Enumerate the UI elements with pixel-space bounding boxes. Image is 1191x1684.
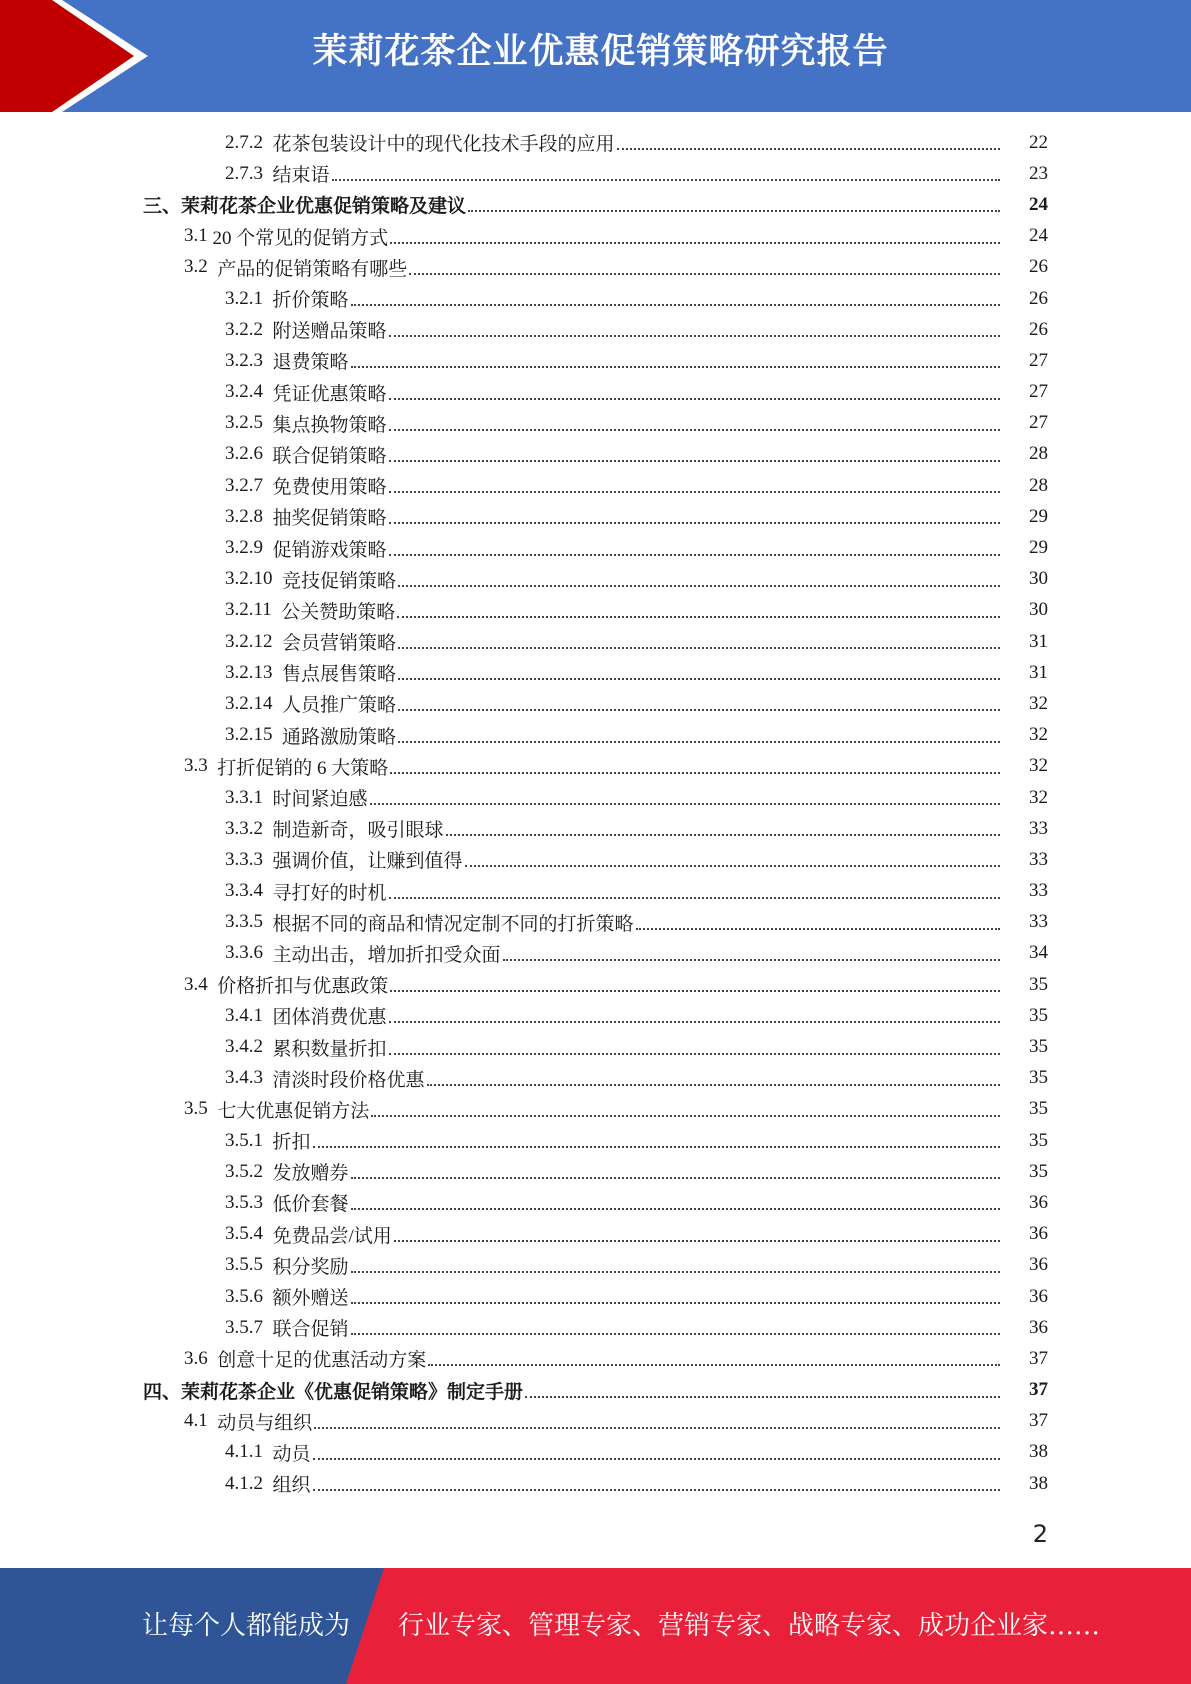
toc-dot-leader — [370, 802, 1000, 805]
toc-entry-number: 3.5.7 — [225, 1316, 273, 1338]
toc-entry[interactable] — [0, 938, 1191, 969]
toc-entry[interactable] — [0, 1375, 1191, 1406]
toc-entry-title: 20 个常见的促销方式 — [212, 227, 389, 249]
toc-dot-leader — [371, 1114, 1000, 1117]
toc-entry[interactable] — [0, 626, 1191, 657]
toc-entry-title: 清淡时段价格优惠 — [272, 1069, 425, 1091]
toc-entry-page: 22 — [1029, 131, 1048, 153]
toc-entry[interactable] — [0, 127, 1191, 158]
toc-entry-number: 3.2.14 — [225, 692, 282, 714]
toc-entry-number: 4.1 — [184, 1410, 218, 1432]
toc-entry-page: 37 — [1029, 1410, 1048, 1432]
toc-entry[interactable] — [0, 439, 1191, 470]
toc-entry[interactable] — [0, 470, 1191, 501]
toc-entry-page: 28 — [1029, 474, 1048, 496]
toc-entry-page: 29 — [1029, 537, 1048, 559]
toc-entry-title: 累积数量折扣 — [272, 1038, 387, 1060]
toc-entry-number: 3.2.6 — [225, 443, 273, 465]
toc-entry-number: 3.2.11 — [225, 599, 282, 621]
toc-entry[interactable] — [0, 1063, 1191, 1094]
toc-dot-leader — [397, 615, 1000, 618]
toc-dot-leader — [398, 708, 1000, 711]
toc-entry[interactable] — [0, 1000, 1191, 1031]
toc-entry-title: 结束语 — [272, 165, 330, 187]
footer-slogan-right: 行业专家、管理专家、营销专家、战略专家、成功企业家…… — [398, 1611, 1101, 1641]
toc-entry-page: 36 — [1029, 1191, 1048, 1213]
toc-entry-page: 35 — [1029, 1129, 1048, 1151]
toc-entry[interactable] — [0, 907, 1191, 938]
toc-entry[interactable] — [0, 1250, 1191, 1281]
toc-entry-page: 33 — [1029, 911, 1048, 933]
toc-entry-title: 团体消费优惠 — [272, 1007, 387, 1029]
toc-entry[interactable] — [0, 345, 1191, 376]
toc-entry[interactable] — [0, 844, 1191, 875]
toc-entry-number: 3.3.1 — [225, 786, 273, 808]
toc-entry[interactable] — [0, 1094, 1191, 1125]
header-red-chevron — [0, 0, 160, 112]
toc-entry-title: 产品的促销策略有哪些 — [217, 258, 408, 280]
toc-entry-title: 促销游戏策略 — [272, 539, 387, 561]
toc-dot-leader — [398, 584, 1000, 587]
toc-entry-number: 3.4 — [184, 973, 218, 995]
toc-entry-number: 3.2 — [184, 256, 218, 278]
toc-entry-number: 3.2.3 — [225, 349, 273, 371]
toc-entry-number: 3.2.5 — [225, 412, 273, 434]
toc-dot-leader — [617, 147, 1000, 150]
toc-entry[interactable] — [0, 1343, 1191, 1374]
toc-entry-number: 四、 — [143, 1381, 182, 1403]
toc-dot-leader — [389, 1020, 1000, 1023]
toc-entry-page: 35 — [1029, 1160, 1048, 1182]
toc-entry[interactable] — [0, 158, 1191, 189]
toc-dot-leader — [503, 958, 1000, 961]
table-of-contents — [0, 127, 1191, 1499]
toc-entry-page: 30 — [1029, 568, 1048, 590]
toc-entry-page: 35 — [1029, 1004, 1048, 1026]
toc-dot-leader — [525, 1395, 1000, 1398]
toc-dot-leader — [428, 1363, 1000, 1366]
toc-entry-title: 会员营销策略 — [282, 633, 397, 655]
toc-entry-title: 退费策略 — [272, 352, 349, 374]
toc-entry[interactable] — [0, 408, 1191, 439]
toc-dot-leader — [351, 1176, 1000, 1179]
toc-dot-leader — [398, 677, 1000, 680]
toc-entry-page: 27 — [1029, 381, 1048, 403]
toc-entry-number: 3.2.8 — [225, 505, 273, 527]
footer-slogan-left: 让每个人都能成为 — [142, 1611, 351, 1641]
toc-entry-title: 强调价值，让赚到值得 — [272, 851, 463, 873]
toc-dot-leader — [398, 740, 1000, 743]
toc-dot-leader — [351, 1270, 1000, 1273]
toc-entry-number: 3.5 — [184, 1098, 218, 1120]
toc-dot-leader — [398, 646, 1000, 649]
toc-dot-leader — [332, 178, 1000, 181]
toc-dot-leader — [351, 1207, 1000, 1210]
toc-entry[interactable] — [0, 314, 1191, 345]
toc-dot-leader — [468, 209, 1000, 212]
toc-entry-number: 3.2.1 — [225, 287, 273, 309]
toc-dot-leader — [446, 833, 1000, 836]
toc-entry-title: 免费品尝/试用 — [272, 1225, 392, 1247]
toc-entry-number: 3.2.15 — [225, 724, 282, 746]
toc-entry[interactable] — [0, 1219, 1191, 1250]
toc-entry-number: 2.7.2 — [225, 131, 273, 153]
toc-dot-leader — [389, 459, 1000, 462]
toc-entry-number: 3.5.6 — [225, 1285, 273, 1307]
toc-entry-number: 3.3.5 — [225, 911, 273, 933]
toc-entry-page: 35 — [1029, 973, 1048, 995]
toc-dot-leader — [351, 365, 1000, 368]
toc-entry-number: 3.2.4 — [225, 381, 273, 403]
toc-entry[interactable] — [0, 813, 1191, 844]
toc-entry[interactable] — [0, 1281, 1191, 1312]
toc-entry[interactable] — [0, 377, 1191, 408]
toc-entry-title: 茉莉花茶企业优惠促销策略及建议 — [181, 196, 467, 218]
toc-entry-number: 3.5.5 — [225, 1254, 273, 1276]
toc-dot-leader — [313, 1457, 1000, 1460]
toc-entry-title: 售点展售策略 — [282, 664, 397, 686]
toc-entry[interactable] — [0, 221, 1191, 252]
header-banner — [0, 0, 1191, 112]
toc-entry-title: 抽奖促销策略 — [272, 508, 387, 530]
toc-entry-title: 创意十足的优惠活动方案 — [217, 1350, 427, 1372]
toc-entry-title: 动员 — [272, 1443, 311, 1465]
toc-dot-leader — [314, 1426, 1000, 1429]
toc-entry[interactable] — [0, 657, 1191, 688]
toc-entry[interactable] — [0, 1125, 1191, 1156]
toc-dot-leader — [313, 1145, 1000, 1148]
toc-entry-page: 35 — [1029, 1098, 1048, 1120]
toc-entry-title: 七大优惠促销方法 — [217, 1100, 370, 1122]
toc-dot-leader — [390, 771, 1000, 774]
toc-entry-title: 发放赠券 — [272, 1163, 349, 1185]
toc-entry-title: 时间紧迫感 — [272, 789, 368, 811]
toc-entry-page: 26 — [1029, 287, 1048, 309]
toc-entry-title: 折价策略 — [272, 290, 349, 312]
toc-entry-number: 3.4.1 — [225, 1004, 273, 1026]
toc-entry[interactable] — [0, 532, 1191, 563]
toc-entry-page: 23 — [1029, 162, 1048, 184]
toc-entry-title: 积分奖励 — [272, 1256, 349, 1278]
toc-entry-page: 27 — [1029, 412, 1048, 434]
toc-entry[interactable] — [0, 1406, 1191, 1437]
toc-entry-title: 低价套餐 — [272, 1194, 349, 1216]
toc-entry-number: 3.3 — [184, 755, 218, 777]
toc-entry-page: 37 — [1029, 1347, 1048, 1369]
toc-entry-number: 3.2.7 — [225, 474, 273, 496]
toc-dot-leader — [390, 989, 1000, 992]
toc-entry-page: 35 — [1029, 1067, 1048, 1089]
toc-entry[interactable] — [0, 564, 1191, 595]
toc-entry-page: 24 — [1029, 193, 1048, 215]
toc-entry-page: 36 — [1029, 1285, 1048, 1307]
toc-entry[interactable] — [0, 1156, 1191, 1187]
toc-dot-leader — [465, 864, 1000, 867]
toc-entry-title: 公关赞助策略 — [281, 601, 396, 623]
toc-dot-leader — [389, 896, 1000, 899]
toc-dot-leader — [389, 553, 1000, 556]
toc-dot-leader — [636, 927, 1000, 930]
toc-dot-leader — [389, 521, 1000, 524]
toc-entry[interactable] — [0, 595, 1191, 626]
toc-entry-title: 凭证优惠策略 — [272, 383, 387, 405]
toc-entry-page: 29 — [1029, 505, 1048, 527]
toc-entry-title: 集点换物策略 — [272, 414, 387, 436]
toc-entry-title: 花茶包装设计中的现代化技术手段的应用 — [272, 134, 615, 156]
toc-entry-number: 3.4.3 — [225, 1067, 273, 1089]
toc-entry-title: 联合促销 — [272, 1319, 349, 1341]
footer-banner — [0, 1568, 1191, 1684]
toc-entry-number: 3.5.4 — [225, 1223, 273, 1245]
toc-entry-number: 3.5.2 — [225, 1160, 273, 1182]
toc-entry-page: 33 — [1029, 848, 1048, 870]
toc-dot-leader — [409, 272, 1000, 275]
toc-entry[interactable] — [0, 782, 1191, 813]
toc-entry-number: 3.2.9 — [225, 537, 273, 559]
toc-dot-leader — [394, 1239, 1000, 1242]
toc-dot-leader — [427, 1083, 1000, 1086]
report-title: 茉莉花茶企业优惠促销策略研究报告 — [312, 32, 889, 72]
toc-entry-number: 3.2.10 — [225, 568, 282, 590]
toc-entry-page: 38 — [1029, 1472, 1048, 1494]
toc-entry-title: 根据不同的商品和情况定制不同的打折策略 — [272, 913, 634, 935]
toc-entry-title: 联合促销策略 — [272, 445, 387, 467]
toc-entry-title: 茉莉花茶企业《优惠促销策略》制定手册 — [181, 1381, 524, 1403]
toc-entry-page: 24 — [1029, 225, 1048, 247]
toc-entry-title: 额外赠送 — [272, 1288, 349, 1310]
toc-entry-title: 人员推广策略 — [282, 695, 397, 717]
toc-entry[interactable] — [0, 501, 1191, 532]
toc-entry-page: 38 — [1029, 1441, 1048, 1463]
toc-entry-page: 36 — [1029, 1254, 1048, 1276]
toc-entry-title: 价格折扣与优惠政策 — [217, 976, 389, 998]
toc-entry-page: 30 — [1029, 599, 1048, 621]
toc-dot-leader — [351, 1332, 1000, 1335]
toc-entry-title: 竞技促销策略 — [282, 570, 397, 592]
toc-entry-page: 31 — [1029, 630, 1048, 652]
toc-entry-page: 32 — [1029, 755, 1048, 777]
toc-entry-title: 寻打好的时机 — [272, 882, 387, 904]
toc-entry-title: 通路激励策略 — [282, 726, 397, 748]
toc-entry-page: 32 — [1029, 692, 1048, 714]
toc-dot-leader — [389, 334, 1000, 337]
toc-dot-leader — [389, 1052, 1000, 1055]
toc-entry-page: 26 — [1029, 256, 1048, 278]
toc-entry[interactable] — [0, 189, 1191, 220]
toc-entry-title: 动员与组织 — [217, 1412, 313, 1434]
toc-entry[interactable] — [0, 751, 1191, 782]
toc-entry-title: 打折促销的 6 大策略 — [217, 757, 389, 779]
toc-entry-number: 3.5.3 — [225, 1191, 273, 1213]
toc-entry[interactable] — [0, 720, 1191, 751]
toc-entry-number: 3.3.2 — [225, 817, 273, 839]
toc-entry-number: 3.4.2 — [225, 1036, 273, 1058]
toc-entry[interactable] — [0, 1187, 1191, 1218]
toc-entry-number: 3.2.13 — [225, 661, 282, 683]
toc-entry-page: 32 — [1029, 724, 1048, 746]
toc-entry-page: 33 — [1029, 817, 1048, 839]
toc-entry-page: 36 — [1029, 1223, 1048, 1245]
toc-entry-number: 3.6 — [184, 1347, 218, 1369]
toc-entry-page: 28 — [1029, 443, 1048, 465]
toc-dot-leader — [390, 241, 1000, 244]
toc-entry-number: 3.1 — [184, 225, 213, 247]
toc-entry[interactable] — [0, 1031, 1191, 1062]
toc-dot-leader — [389, 397, 1000, 400]
toc-entry-number: 三、 — [143, 196, 182, 218]
toc-entry[interactable] — [0, 688, 1191, 719]
toc-entry-page: 32 — [1029, 786, 1048, 808]
toc-dot-leader — [351, 303, 1000, 306]
toc-entry-number: 4.1.2 — [225, 1472, 273, 1494]
toc-entry-page: 35 — [1029, 1036, 1048, 1058]
toc-entry[interactable] — [0, 1312, 1191, 1343]
toc-dot-leader — [313, 1488, 1000, 1491]
toc-entry-page: 36 — [1029, 1316, 1048, 1338]
toc-entry-page: 37 — [1029, 1379, 1048, 1401]
toc-entry[interactable] — [0, 969, 1191, 1000]
toc-entry-title: 折扣 — [272, 1132, 311, 1154]
toc-entry-number: 3.3.6 — [225, 942, 273, 964]
toc-entry-page: 26 — [1029, 318, 1048, 340]
toc-entry[interactable] — [0, 876, 1191, 907]
toc-entry-number: 3.2.2 — [225, 318, 273, 340]
toc-entry-number: 3.3.3 — [225, 848, 273, 870]
toc-entry-page: 33 — [1029, 880, 1048, 902]
toc-entry-title: 主动出击，增加折扣受众面 — [272, 944, 501, 966]
toc-entry-title: 附送赠品策略 — [272, 321, 387, 343]
toc-entry-number: 3.5.1 — [225, 1129, 273, 1151]
toc-dot-leader — [389, 428, 1000, 431]
toc-entry-page: 27 — [1029, 349, 1048, 371]
page-number: 2 — [1032, 1520, 1048, 1548]
toc-entry-title: 制造新奇，吸引眼球 — [272, 820, 444, 842]
toc-entry-page: 31 — [1029, 661, 1048, 683]
toc-entry-number: 2.7.3 — [225, 162, 273, 184]
toc-dot-leader — [389, 490, 1000, 493]
toc-entry-number: 3.2.12 — [225, 630, 282, 652]
toc-entry[interactable] — [0, 1437, 1191, 1468]
toc-entry-title: 组织 — [272, 1475, 311, 1497]
toc-dot-leader — [351, 1301, 1000, 1304]
toc-entry-page: 34 — [1029, 942, 1048, 964]
toc-entry-title: 免费使用策略 — [272, 477, 387, 499]
toc-entry-number: 3.3.4 — [225, 880, 273, 902]
toc-entry[interactable] — [0, 252, 1191, 283]
toc-entry-number: 4.1.1 — [225, 1441, 273, 1463]
toc-entry[interactable] — [0, 283, 1191, 314]
toc-entry[interactable] — [0, 1468, 1191, 1499]
